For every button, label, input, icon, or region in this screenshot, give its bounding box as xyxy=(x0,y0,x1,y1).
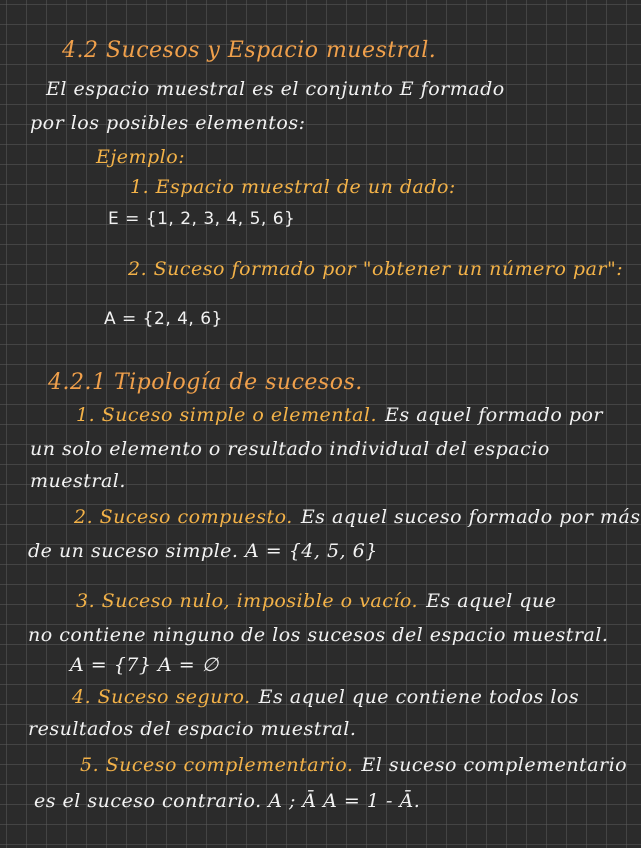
type-3-name: 3. Suceso nulo, imposible o vacío. xyxy=(76,590,419,612)
section-title: 4.2 Sucesos y Espacio muestral. xyxy=(62,38,437,63)
type-4-continuation-1: resultados del espacio muestral. xyxy=(28,718,357,740)
type-1-continuation-1: un solo elemento o resultado individual del espacio xyxy=(30,438,550,460)
type-4 xyxy=(72,686,579,708)
example-label: Ejemplo: xyxy=(96,146,186,168)
type-2-continuation-1: de un suceso simple. A = {4, 5, 6} xyxy=(28,540,378,562)
definition-line-1: El espacio muestral es el conjunto E formado xyxy=(46,78,505,100)
type-1-name: 1. Suceso simple o elemental. xyxy=(76,404,378,426)
example-item-1-label: 1. Espacio muestral de un dado: xyxy=(130,176,456,198)
definition-line-2: por los posibles elementos: xyxy=(30,112,306,134)
subsection-title: 4.2.1 Tipología de sucesos. xyxy=(48,370,363,395)
type-3-continuation-1: no contiene ninguno de los sucesos del espacio muestral. xyxy=(28,624,609,646)
type-4-text: Es aquel que contiene todos los xyxy=(258,686,580,708)
type-1-continuation-2: muestral. xyxy=(30,470,126,492)
type-1 xyxy=(76,404,603,426)
type-3-continuation-2: A = {7} A = ∅ xyxy=(70,654,219,676)
example-item-2-set: A = {2, 4, 6} xyxy=(104,309,223,329)
example-item-2-label: 2. Suceso formado por "obtener un número par": xyxy=(128,258,624,280)
type-3-text: Es aquel que xyxy=(426,590,557,612)
type-2 xyxy=(74,506,641,528)
example-item-1-set: E = {1, 2, 3, 4, 5, 6} xyxy=(108,209,296,229)
type-2-name: 2. Suceso compuesto. xyxy=(74,506,293,528)
type-5 xyxy=(80,754,627,776)
type-4-name: 4. Suceso seguro. xyxy=(72,686,251,708)
type-1-text: Es aquel formado por xyxy=(385,404,604,426)
type-5-continuation-1: es el suceso contrario. A ; Ā A = 1 - Ā. xyxy=(34,790,421,812)
type-2-text: Es aquel suceso formado por más xyxy=(300,506,641,528)
type-5-text: El suceso complementario xyxy=(361,754,628,776)
type-3 xyxy=(76,590,556,612)
type-5-name: 5. Suceso complementario. xyxy=(80,754,354,776)
